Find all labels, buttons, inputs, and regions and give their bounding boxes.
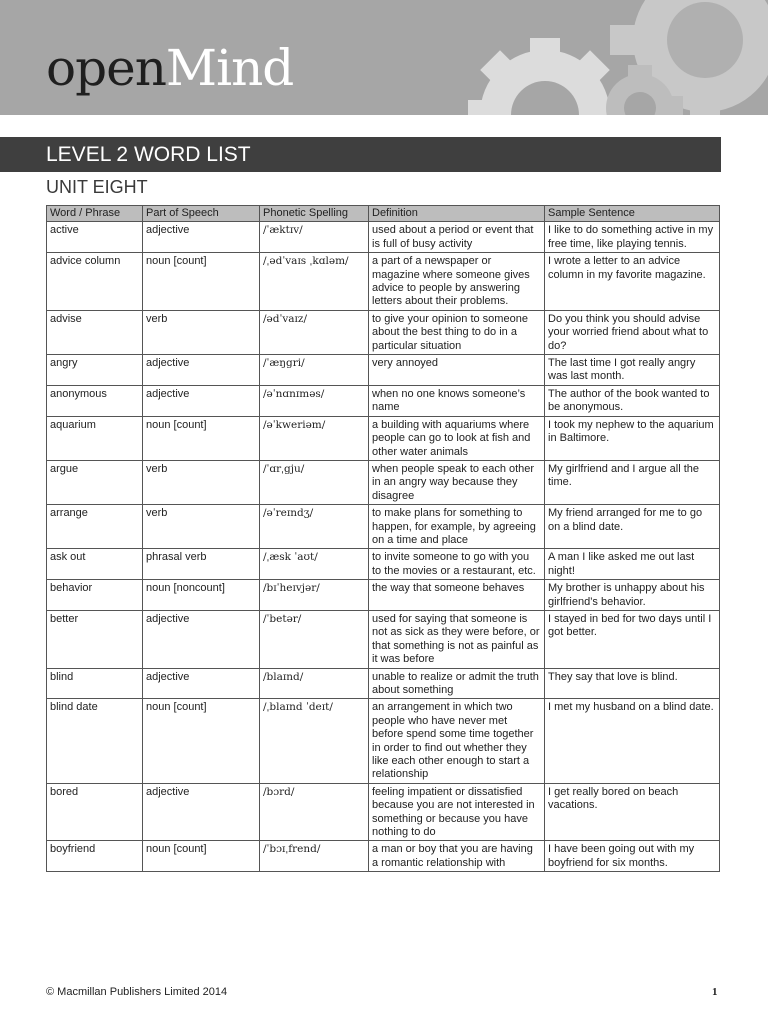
column-header: Sample Sentence — [545, 206, 720, 222]
sample-sentence-cell: I like to do something active in my free time, like playing tennis. — [545, 222, 720, 253]
sample-sentence-cell: The author of the book wanted to be anonymous. — [545, 385, 720, 416]
word-cell: boyfriend — [47, 841, 143, 872]
table-row — [47, 416, 720, 460]
part-of-speech-cell: adjective — [143, 610, 260, 668]
table-header-row — [47, 206, 720, 222]
part-of-speech-cell: phrasal verb — [143, 549, 260, 580]
word-cell: angry — [47, 355, 143, 386]
sample-sentence-cell: I wrote a letter to an advice column in my favorite magazine. — [545, 253, 720, 311]
table-body — [47, 222, 720, 872]
definition-cell: a building with aquariums where people can go to look at fish and other water animals — [369, 416, 545, 460]
unit-heading: UNIT EIGHT — [46, 177, 148, 197]
word-cell: blind — [47, 668, 143, 699]
phonetic-cell: /ˈæŋgri/ — [260, 355, 369, 386]
word-list-table — [46, 205, 720, 872]
word-cell: advice column — [47, 253, 143, 311]
definition-cell: used for saying that someone is not as sick as they were before, or that something is not as painful as it was before — [369, 610, 545, 668]
part-of-speech-cell: noun [count] — [143, 416, 260, 460]
column-header: Part of Speech — [143, 206, 260, 222]
definition-cell: unable to realize or admit the truth about something — [369, 668, 545, 699]
word-cell: arrange — [47, 505, 143, 549]
definition-cell: a man or boy that you are having a romantic relationship with — [369, 841, 545, 872]
sample-sentence-cell: I get really bored on beach vacations. — [545, 783, 720, 841]
copyright-notice: © Macmillan Publishers Limited 2014 — [46, 986, 228, 998]
page-title: LEVEL 2 WORD LIST — [46, 143, 251, 166]
definition-cell: when people speak to each other in an angry way because they disagree — [369, 460, 545, 504]
phonetic-cell: /ˌæsk ˈaʊt/ — [260, 549, 369, 580]
title-bar — [0, 137, 721, 172]
word-cell: argue — [47, 460, 143, 504]
word-cell: better — [47, 610, 143, 668]
table-row — [47, 783, 720, 841]
phonetic-cell: /əˈnɑnɪməs/ — [260, 385, 369, 416]
definition-cell: a part of a newspaper or magazine where someone gives advice to people by answering letters about their problems. — [369, 253, 545, 311]
sample-sentence-cell: The last time I got really angry was last month. — [545, 355, 720, 386]
table-row — [47, 253, 720, 311]
word-cell: advise — [47, 310, 143, 354]
phonetic-cell: /ədˈvaɪz/ — [260, 310, 369, 354]
part-of-speech-cell: noun [count] — [143, 841, 260, 872]
page-header — [0, 0, 768, 115]
part-of-speech-cell: adjective — [143, 668, 260, 699]
sample-sentence-cell: They say that love is blind. — [545, 668, 720, 699]
word-cell: bored — [47, 783, 143, 841]
phonetic-cell: /ˈɑrˌgju/ — [260, 460, 369, 504]
definition-cell: feeling impatient or dissatisfied because you are not interested in something or because you have nothing to do — [369, 783, 545, 841]
part-of-speech-cell: adjective — [143, 355, 260, 386]
column-header: Word / Phrase — [47, 206, 143, 222]
table-row — [47, 310, 720, 354]
part-of-speech-cell: noun [count] — [143, 253, 260, 311]
logo-open-text: open — [46, 39, 166, 97]
definition-cell: to give your opinion to someone about the best thing to do in a particular situation — [369, 310, 545, 354]
sample-sentence-cell: I met my husband on a blind date. — [545, 699, 720, 783]
column-header: Definition — [369, 206, 545, 222]
table-row — [47, 841, 720, 872]
phonetic-cell: /ˌblaɪnd ˈdeɪt/ — [260, 699, 369, 783]
part-of-speech-cell: adjective — [143, 222, 260, 253]
word-cell: ask out — [47, 549, 143, 580]
sample-sentence-cell: My friend arranged for me to go on a blind date. — [545, 505, 720, 549]
table-row — [47, 610, 720, 668]
sample-sentence-cell: Do you think you should advise your worried friend about what to do? — [545, 310, 720, 354]
sample-sentence-cell: A man I like asked me out last night! — [545, 549, 720, 580]
word-cell: blind date — [47, 699, 143, 783]
part-of-speech-cell: verb — [143, 460, 260, 504]
sample-sentence-cell: I stayed in bed for two days until I got better. — [545, 610, 720, 668]
definition-cell: the way that someone behaves — [369, 580, 545, 611]
phonetic-cell: /əˈkweriəm/ — [260, 416, 369, 460]
word-cell: behavior — [47, 580, 143, 611]
table-row — [47, 505, 720, 549]
definition-cell: an arrangement in which two people who have never met before spend some time together in order to find out whether they like each other enough to start a relationship — [369, 699, 545, 783]
definition-cell: very annoyed — [369, 355, 545, 386]
table-row — [47, 699, 720, 783]
phonetic-cell: /ˈæktɪv/ — [260, 222, 369, 253]
part-of-speech-cell: noun [count] — [143, 699, 260, 783]
phonetic-cell: /ˈbɔɪˌfrend/ — [260, 841, 369, 872]
part-of-speech-cell: adjective — [143, 385, 260, 416]
part-of-speech-cell: verb — [143, 310, 260, 354]
phonetic-cell: /blaɪnd/ — [260, 668, 369, 699]
definition-cell: used about a period or event that is full of busy activity — [369, 222, 545, 253]
page-number: 1 — [712, 986, 718, 998]
part-of-speech-cell: noun [noncount] — [143, 580, 260, 611]
sample-sentence-cell: I have been going out with my boyfriend for six months. — [545, 841, 720, 872]
logo-mind-text: Mind — [165, 39, 294, 97]
word-cell: active — [47, 222, 143, 253]
definition-cell: when no one knows someone’s name — [369, 385, 545, 416]
table-row — [47, 222, 720, 253]
part-of-speech-cell: adjective — [143, 783, 260, 841]
openmind-logo — [46, 38, 293, 98]
column-header: Phonetic Spelling — [260, 206, 369, 222]
sample-sentence-cell: My girlfriend and I argue all the time. — [545, 460, 720, 504]
word-cell: anonymous — [47, 385, 143, 416]
table-row — [47, 460, 720, 504]
phonetic-cell: /əˈreɪndʒ/ — [260, 505, 369, 549]
phonetic-cell: /bɪˈheɪvjər/ — [260, 580, 369, 611]
part-of-speech-cell: verb — [143, 505, 260, 549]
phonetic-cell: /bɔrd/ — [260, 783, 369, 841]
sample-sentence-cell: I took my nephew to the aquarium in Baltimore. — [545, 416, 720, 460]
table-row — [47, 385, 720, 416]
phonetic-cell: /ˈbetər/ — [260, 610, 369, 668]
phonetic-cell: /ˌədˈvaɪs ˌkɑləm/ — [260, 253, 369, 311]
table-row — [47, 549, 720, 580]
definition-cell: to invite someone to go with you to the movies or a restaurant, etc. — [369, 549, 545, 580]
definition-cell: to make plans for something to happen, for example, by agreeing on a time and place — [369, 505, 545, 549]
table-row — [47, 355, 720, 386]
table-row — [47, 580, 720, 611]
sample-sentence-cell: My brother is unhappy about his girlfriend’s behavior. — [545, 580, 720, 611]
table-row — [47, 668, 720, 699]
word-cell: aquarium — [47, 416, 143, 460]
